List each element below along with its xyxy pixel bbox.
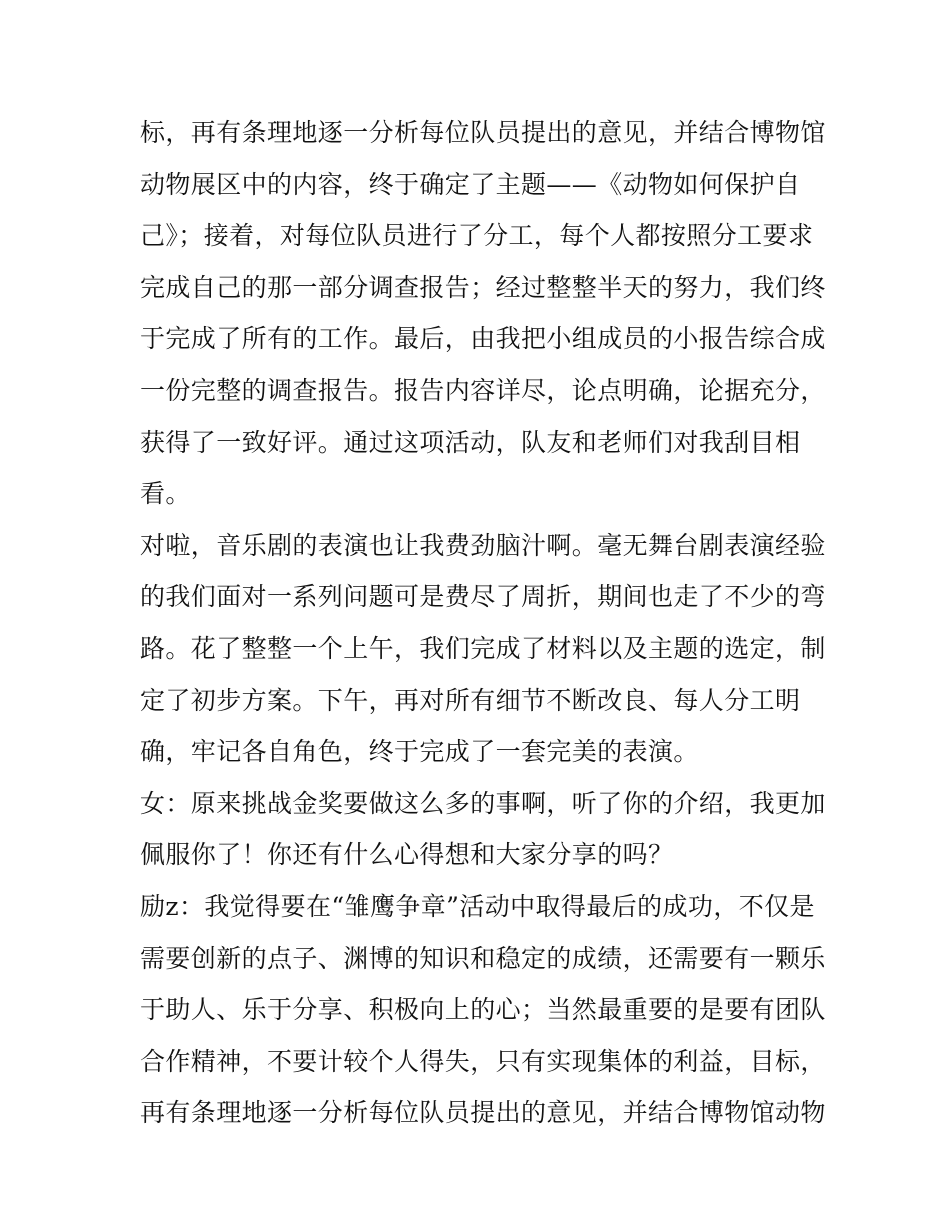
text-line: 再有条理地逐一分析每位队员提出的意见，并结合博物馆动物 bbox=[140, 1098, 826, 1128]
text-line: 于完成了所有的工作。最后，由我把小组成员的小报告综合成 bbox=[140, 324, 826, 354]
text-line: 定了初步方案。下午，再对所有细节不断改良、每人分工明 bbox=[140, 685, 801, 715]
text-line: 一份完整的调查报告。报告内容详尽，论点明确，论据充分， bbox=[140, 375, 826, 405]
text-line: 确，牢记各自角色，终于完成了一套完美的表演。 bbox=[140, 737, 699, 767]
text-line: 标，再有条理地逐一分析每位队员提出的意见，并结合博物馆 bbox=[140, 118, 826, 147]
text-line: 己》；接着，对每位队员进行了分工，每个人都按照分工要求 bbox=[140, 221, 814, 251]
text-line: 于助人、乐于分享、积极向上的心；当然最重要的是要有团队 bbox=[140, 995, 826, 1025]
text-line: 路。花了整整一个上午，我们完成了材料以及主题的选定，制 bbox=[140, 633, 826, 663]
text-line: 佩服你了！你还有什么心得想和大家分享的吗？ bbox=[140, 840, 674, 870]
text-line: 对啦，音乐剧的表演也让我费劲脑汁啊。毫无舞台剧表演经验 bbox=[140, 530, 826, 560]
text-line: 励z：我觉得要在“雏鹰争章”活动中取得最后的成功，不仅是 bbox=[140, 891, 815, 921]
text-line: 获得了一致好评。通过这项活动，队友和老师们对我刮目相 bbox=[140, 427, 801, 457]
text-line: 动物展区中的内容，终于确定了主题——《动物如何保护自 bbox=[140, 169, 801, 199]
text-line: 需要创新的点子、渊博的知识和稳定的成绩，还需要有一颗乐 bbox=[140, 943, 826, 973]
text-line: 完成自己的那一部分调查报告；经过整整半天的努力，我们终 bbox=[140, 272, 826, 302]
text-line: 合作精神，不要计较个人得失，只有实现集体的利益，目标， bbox=[140, 1046, 826, 1076]
text-line: 女：原来挑战金奖要做这么多的事啊，听了你的介绍，我更加 bbox=[140, 788, 826, 818]
text-line: 的我们面对一系列问题可是费尽了周折，期间也走了不少的弯 bbox=[140, 582, 826, 612]
body-text bbox=[140, 107, 826, 1139]
text-line: 看。 bbox=[140, 479, 191, 509]
